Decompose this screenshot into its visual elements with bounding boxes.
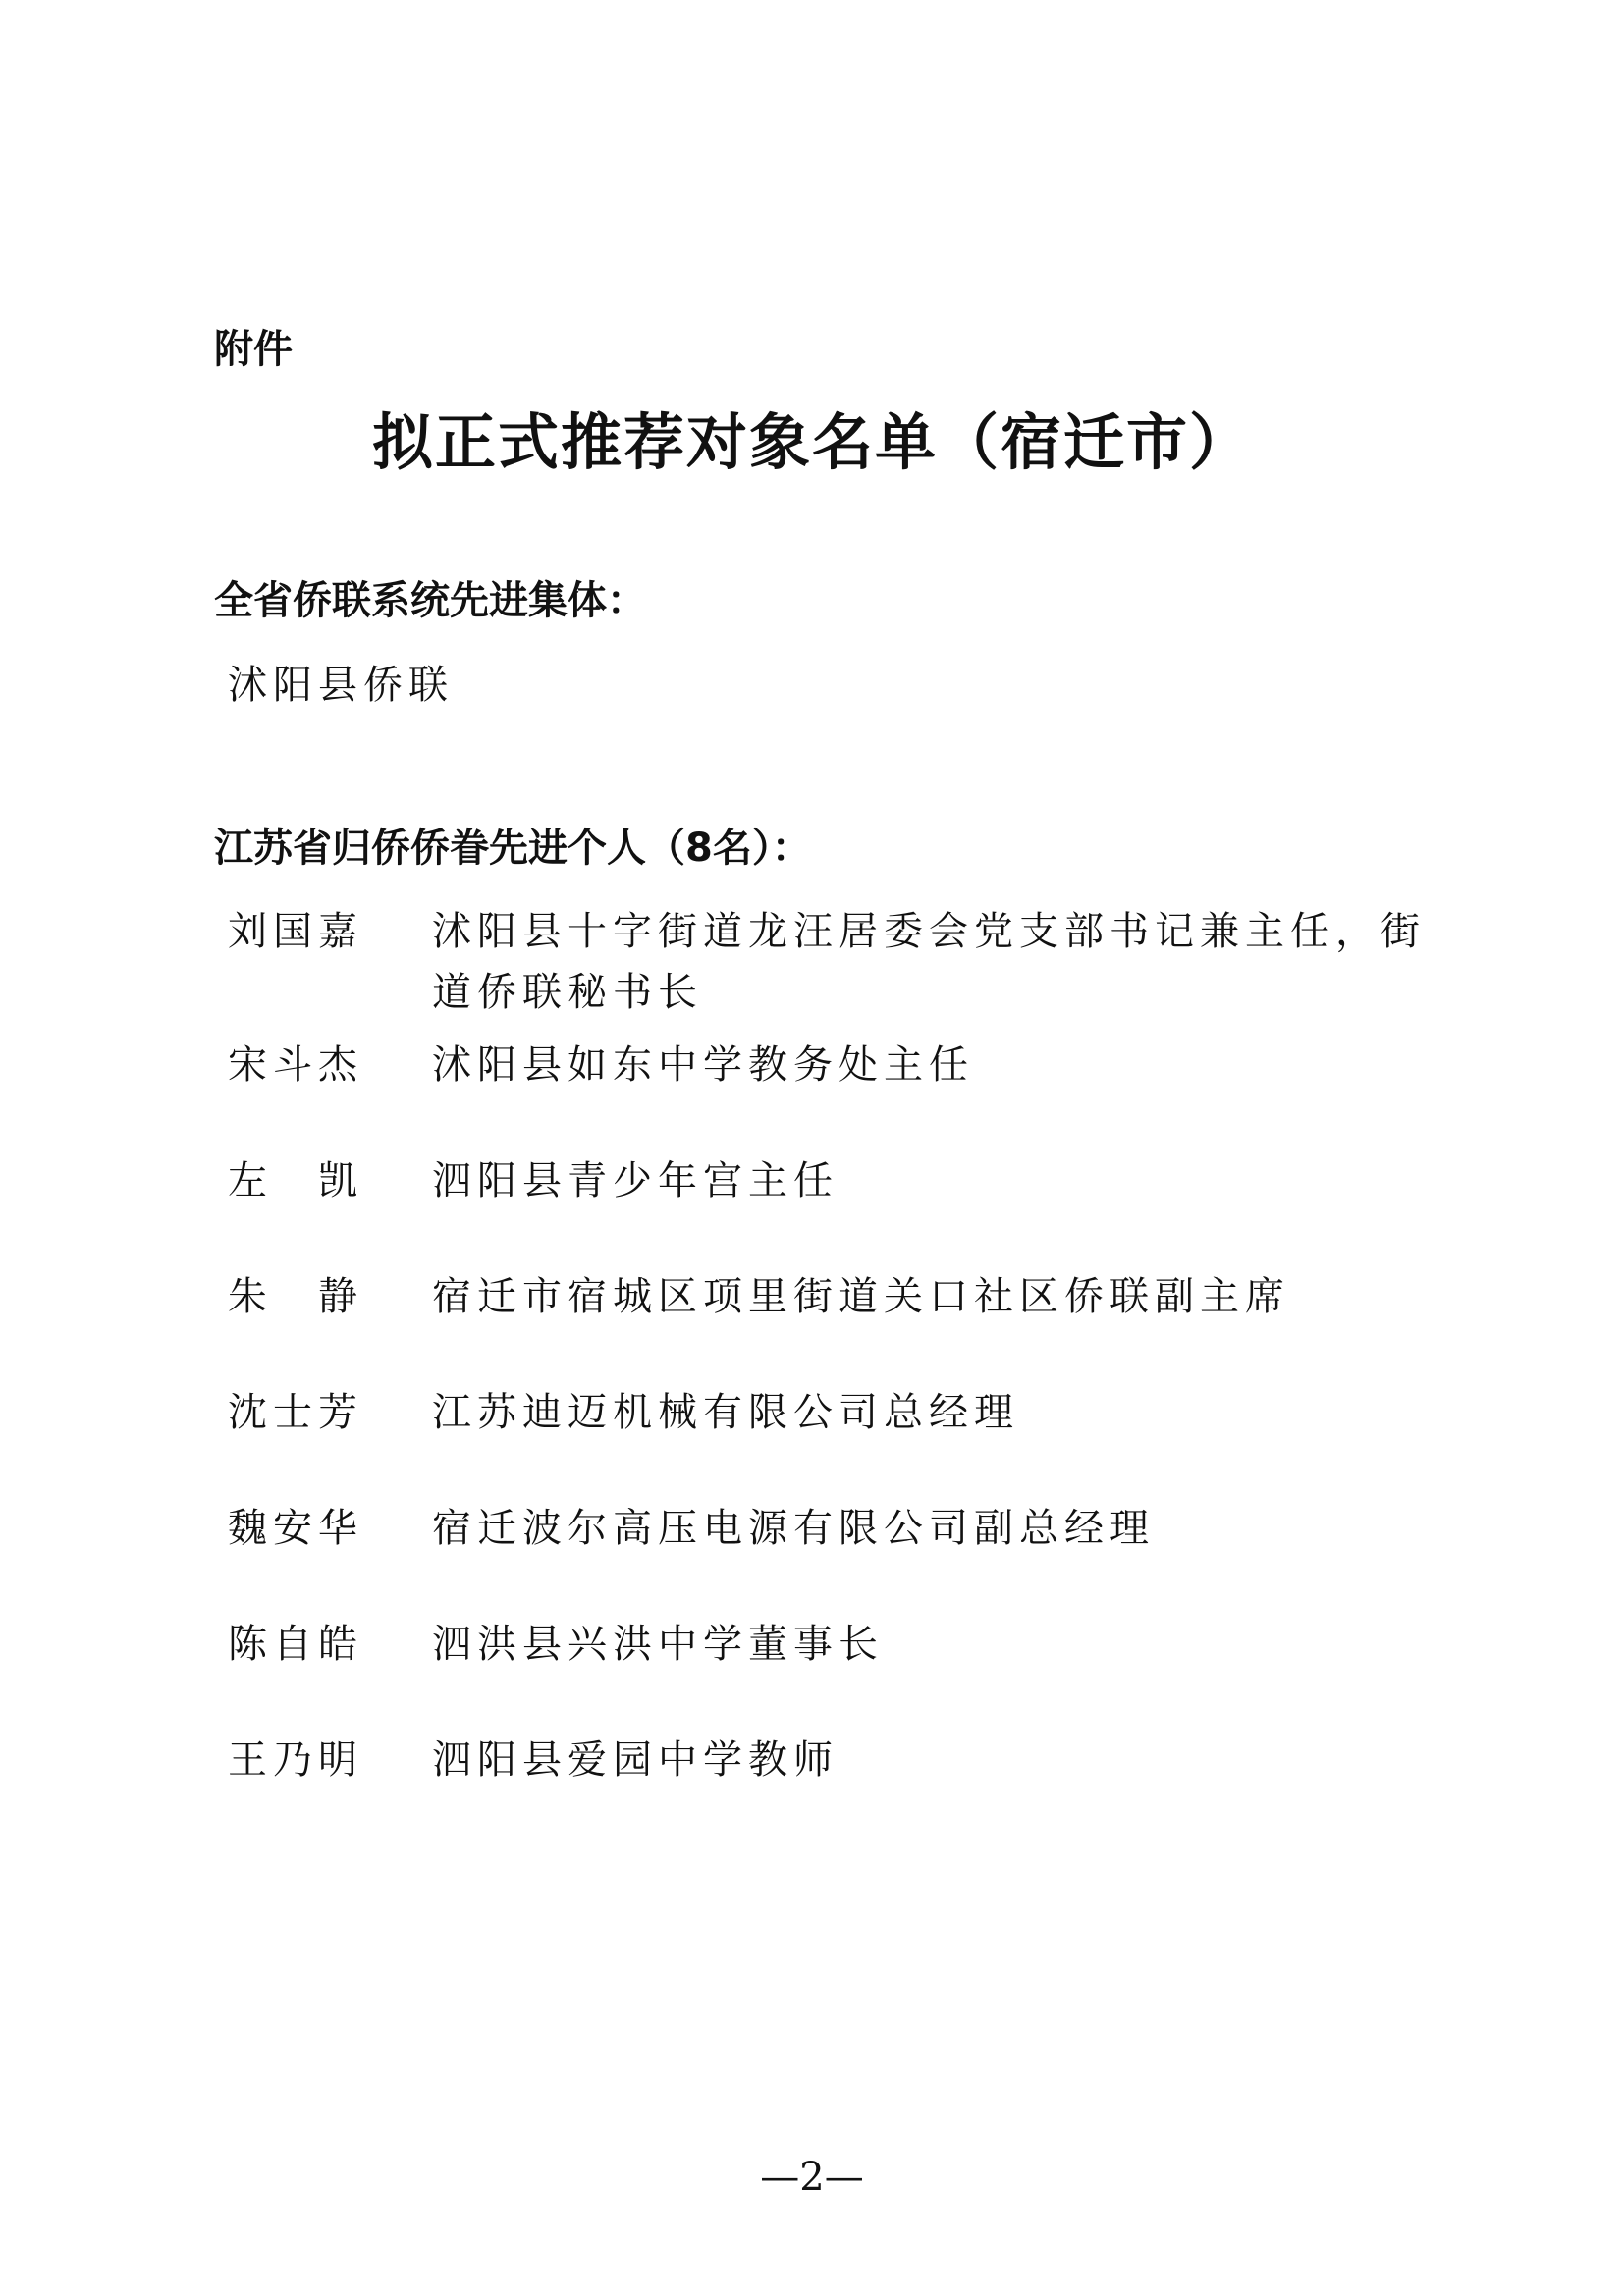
list-item xyxy=(228,1150,1435,1266)
person-title: 沭阳县十字街道龙汪居委会党支部书记兼主任，街道侨联秘书长 xyxy=(432,909,1426,1015)
person-title: 沭阳县如东中学教务处主任 xyxy=(432,1042,974,1088)
collective-item: 沭阳县侨联 xyxy=(228,663,454,708)
person-name: 刘国嘉 xyxy=(228,909,363,954)
individuals-list xyxy=(228,901,1435,1845)
list-item xyxy=(228,1382,1435,1498)
list-item xyxy=(228,1614,1435,1730)
person-name: 左 凯 xyxy=(228,1158,363,1203)
document-title: 拟正式推荐对象名单（宿迁市） xyxy=(371,406,1252,478)
person-name: 陈自皓 xyxy=(228,1622,363,1667)
list-item xyxy=(228,1498,1435,1614)
person-title: 江苏迪迈机械有限公司总经理 xyxy=(432,1390,1019,1435)
person-name: 王乃明 xyxy=(228,1737,363,1783)
collective-section-heading: 全省侨联系统先进集体： xyxy=(214,578,646,623)
person-name: 沈士芳 xyxy=(228,1390,363,1435)
person-title: 宿迁波尔高压电源有限公司副总经理 xyxy=(432,1506,1155,1551)
page-number: —2— xyxy=(760,2155,864,2200)
list-item xyxy=(228,1035,1435,1150)
individuals-section-heading: 江苏省归侨侨眷先进个人（8名）： xyxy=(214,826,811,871)
person-name: 朱 静 xyxy=(228,1274,363,1319)
person-title: 泗阳县爱园中学教师 xyxy=(432,1737,839,1783)
person-name: 宋斗杰 xyxy=(228,1042,363,1088)
person-name: 魏安华 xyxy=(228,1506,363,1551)
person-title: 泗阳县青少年宫主任 xyxy=(432,1158,839,1203)
person-title: 宿迁市宿城区项里街道关口社区侨联副主席 xyxy=(432,1274,1290,1319)
list-item xyxy=(228,901,1435,1035)
list-item xyxy=(228,1266,1435,1382)
attachment-label: 附件 xyxy=(214,327,293,372)
person-title: 泗洪县兴洪中学董事长 xyxy=(432,1622,884,1667)
list-item xyxy=(228,1730,1435,1845)
